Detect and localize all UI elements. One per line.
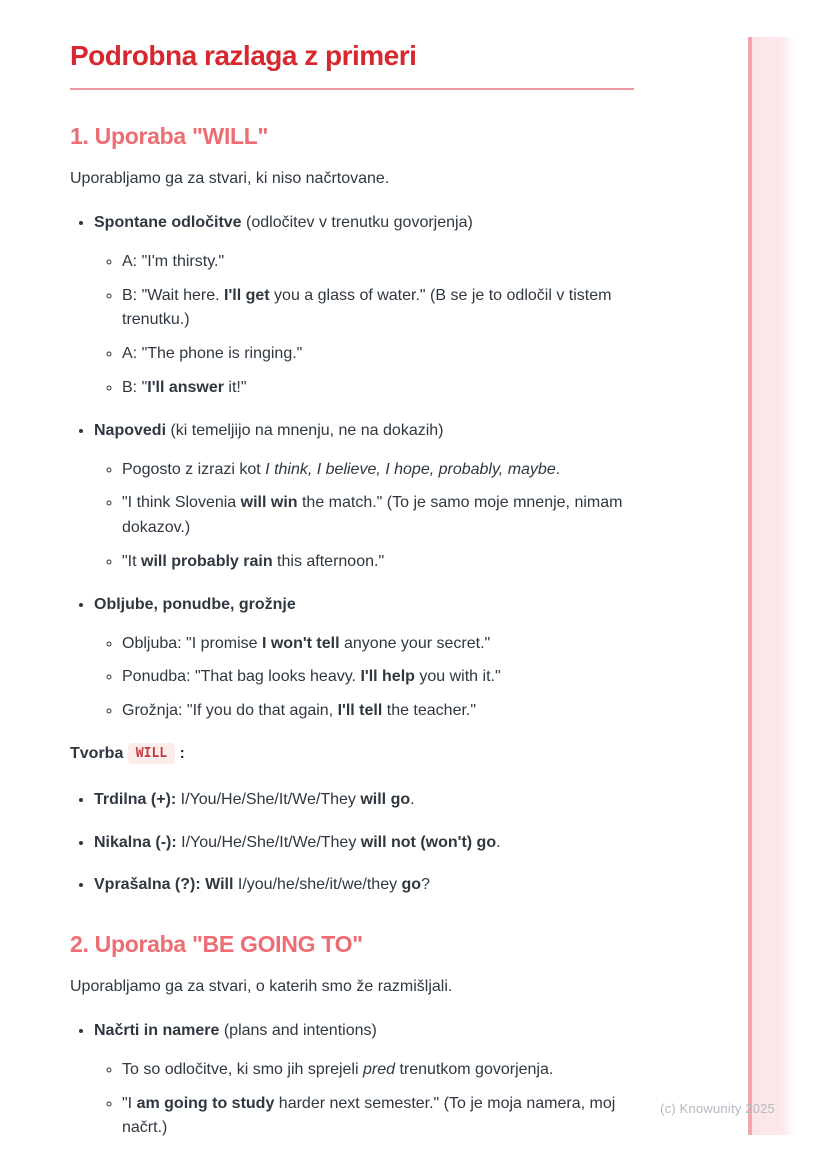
text-run: "It	[122, 552, 142, 570]
list-item-text	[94, 1022, 377, 1039]
formation-label	[70, 742, 634, 767]
text-run: Grožnja: "If you do that again,	[122, 702, 338, 720]
text-run: will go	[360, 790, 411, 808]
sub-list-item	[122, 699, 634, 724]
sub-list-item	[122, 1058, 634, 1083]
text-run: A: "The phone is ringing."	[122, 345, 303, 363]
bullet-list	[70, 1019, 634, 1141]
text-run: the teacher."	[382, 702, 477, 720]
document-content	[70, 40, 634, 1159]
text-run: anyone your secret."	[339, 634, 491, 652]
text-run: I'll help	[360, 668, 415, 686]
text-run: harder next semester." (To je moja namera, moj načrt.)	[122, 1094, 616, 1137]
sub-bullet-list	[94, 1058, 634, 1141]
bullet-list	[70, 211, 634, 724]
text-run: go	[401, 876, 422, 894]
text-run: (odločitev v trenutku govorjenja)	[241, 213, 473, 231]
text-run: this afternoon."	[272, 552, 385, 570]
text-run: Ponudba: "That bag looks heavy.	[122, 668, 361, 686]
sub-list-item	[122, 458, 634, 483]
formation-list-item	[94, 831, 634, 856]
sub-list-item	[122, 342, 634, 367]
footer-credit: (c) Knowunity 2025	[660, 1101, 775, 1116]
list-item	[94, 593, 634, 724]
text-run: B: "Wait here.	[122, 286, 225, 304]
text-run: I/you/he/she/it/we/they	[233, 876, 402, 894]
section-intro: Uporabljamo ga za stvari, o katerih smo že razmišljali.	[70, 978, 453, 996]
text-run: (plans and intentions)	[219, 1021, 377, 1039]
text-run: I won't tell	[261, 634, 340, 652]
text-run: it!"	[223, 378, 247, 396]
text-run: will probably rain	[141, 552, 273, 570]
text-run: ?	[421, 876, 430, 894]
text-run: Obljube, ponudbe, grožnje	[94, 595, 296, 613]
text-run: Vprašalna (?): Will	[94, 876, 234, 894]
sub-bullet-list	[94, 458, 634, 575]
text-run: .	[555, 460, 561, 478]
sub-list-item	[122, 376, 634, 401]
formation-list-item	[94, 873, 634, 898]
text-run: Spontane odločitve	[94, 213, 242, 231]
text-run: pred	[362, 1060, 396, 1078]
text-run: the match." (To je samo moje mnenje, nimam dokazov.)	[122, 494, 623, 537]
list-item	[94, 211, 634, 401]
sub-list-item	[122, 250, 634, 275]
text-run: you with it."	[414, 668, 501, 686]
text-run: I/You/He/She/It/We/They	[176, 790, 361, 808]
text-run: .	[496, 833, 501, 851]
section-heading: 2. Uporaba "BE GOING TO"	[70, 931, 363, 958]
text-run: Trdilna (+):	[94, 790, 177, 808]
text-run: Obljuba: "I promise	[122, 634, 262, 652]
sub-list-item	[122, 284, 634, 334]
text-run: I think, I believe, I hope, probably, maybe	[265, 460, 556, 478]
text-run: I'll get	[224, 286, 270, 304]
text-run: will win	[240, 494, 298, 512]
text-run: Načrti in namere	[94, 1021, 220, 1039]
sections-container	[70, 123, 634, 1141]
text-run: will not (won't) go	[360, 833, 497, 851]
text-run: I/You/He/She/It/We/They	[176, 833, 361, 851]
section-heading: 1. Uporaba "WILL"	[70, 123, 269, 150]
text-run: Tvorba	[70, 744, 128, 762]
formation-list-item	[94, 788, 634, 813]
list-item-text	[94, 214, 473, 231]
page-title: Podrobna razlaga z primeri	[70, 40, 417, 71]
list-item	[94, 1019, 634, 1141]
text-run: you a glass of water." (B se je to odločil v tistem trenutku.)	[122, 286, 612, 329]
text-run: B: "	[122, 378, 148, 396]
sub-bullet-list	[94, 250, 634, 401]
sub-list-item	[122, 665, 634, 690]
text-run: trenutkom govorjenja.	[395, 1060, 554, 1078]
text-run: am going to study	[136, 1094, 275, 1112]
formation-bullet-list	[70, 788, 634, 898]
list-item-text	[94, 422, 444, 439]
text-run: "I think Slovenia	[122, 494, 241, 512]
sub-list-item	[122, 632, 634, 657]
text-run: A: "I'm thirsty."	[122, 252, 225, 270]
code-chip: WILL	[128, 743, 175, 764]
sub-list-item	[122, 550, 634, 575]
text-run: "I	[122, 1094, 137, 1112]
text-run: I'll tell	[337, 702, 383, 720]
text-run: I'll answer	[147, 378, 224, 396]
sub-list-item	[122, 491, 634, 541]
section-intro: Uporabljamo ga za stvari, ki niso načrtovane.	[70, 170, 390, 188]
text-run: Nikalna (-):	[94, 833, 177, 851]
sub-bullet-list	[94, 632, 634, 724]
list-item-text	[94, 596, 296, 613]
sub-list-item	[122, 1092, 634, 1142]
text-run: :	[175, 744, 185, 762]
text-run: .	[410, 790, 415, 808]
text-run: Pogosto z izrazi kot	[122, 460, 266, 478]
text-run: (ki temeljijo na mnenju, ne na dokazih)	[166, 421, 444, 439]
text-run: Napovedi	[94, 421, 167, 439]
page-edge-accent-bar	[748, 37, 795, 1135]
list-item	[94, 419, 634, 575]
title-divider	[70, 88, 634, 90]
text-run: To so odločitve, ki smo jih sprejeli	[122, 1060, 363, 1078]
